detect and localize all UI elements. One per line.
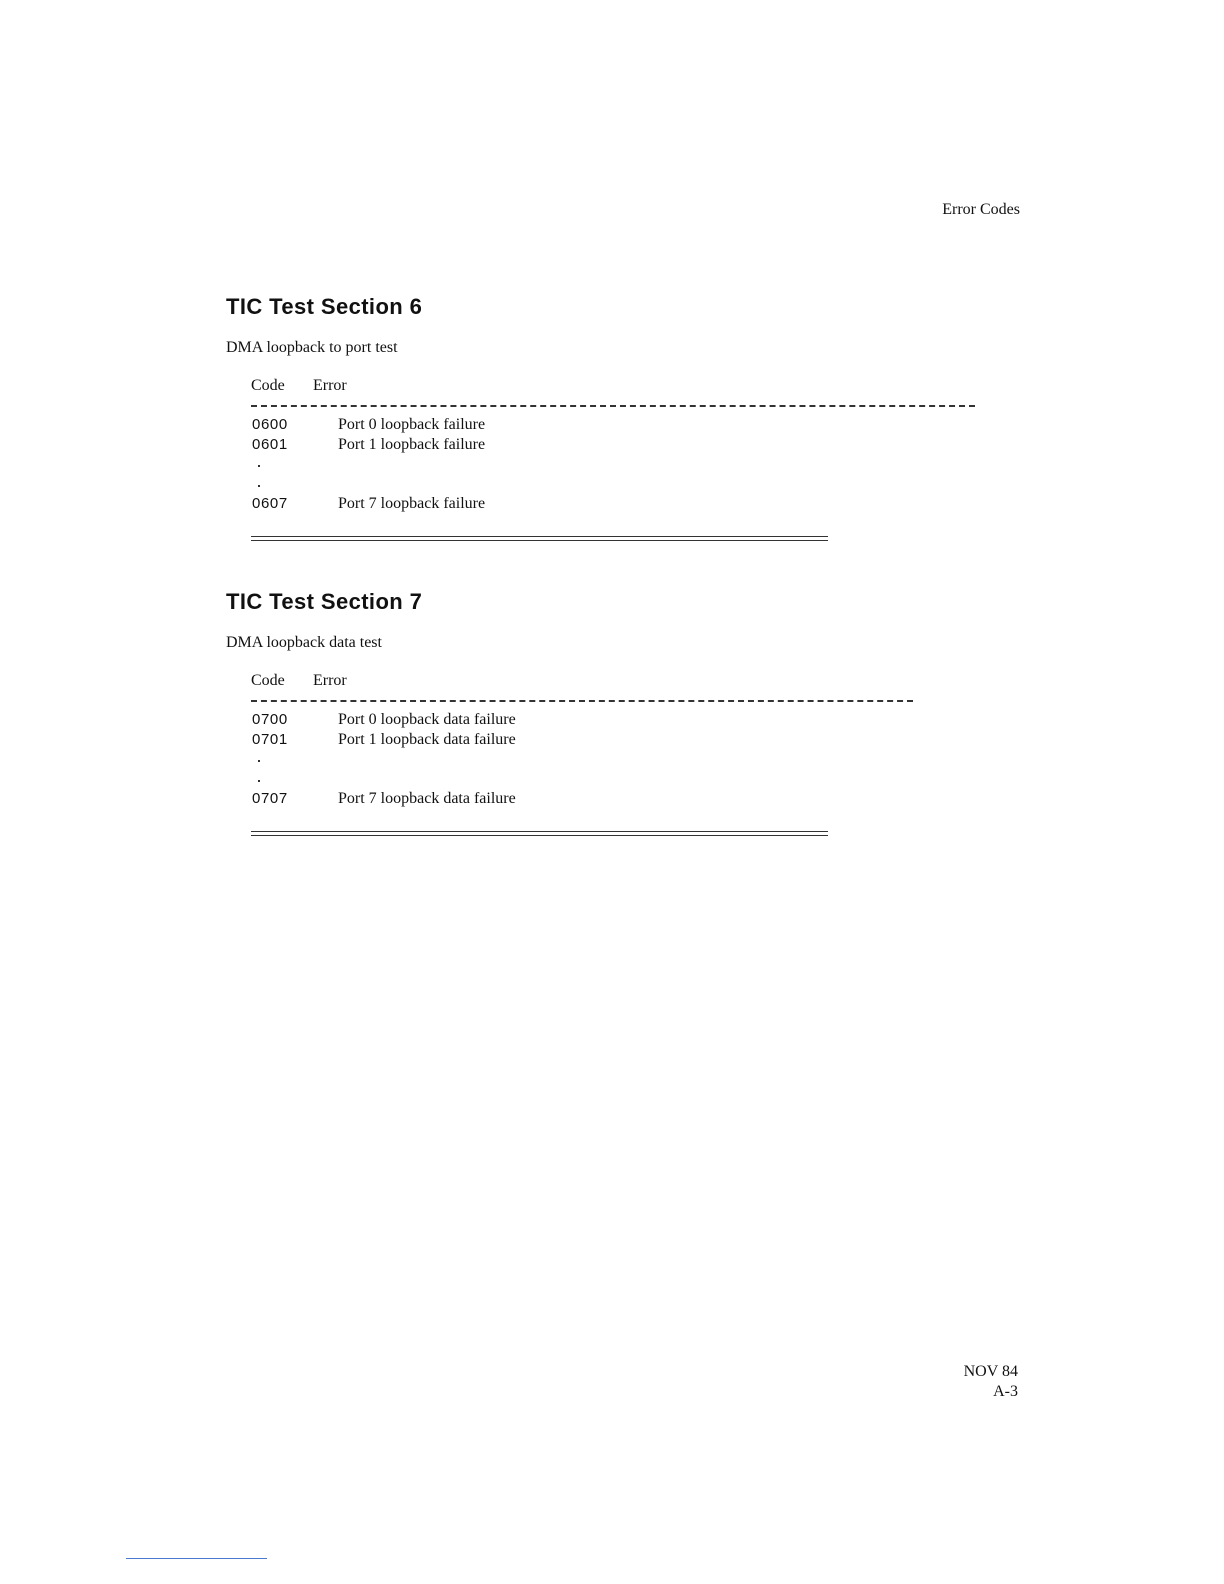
error-table — [251, 671, 1006, 836]
double-rule — [251, 831, 828, 836]
error-code: 0601 — [252, 436, 288, 453]
dot — [258, 465, 260, 467]
ellipsis-dots — [251, 455, 1006, 494]
section-description: DMA loopback to port test — [226, 339, 398, 356]
table-row — [251, 435, 1006, 455]
error-code: 0607 — [252, 495, 288, 512]
dashed-rule — [251, 405, 975, 407]
dot — [258, 760, 260, 762]
dot — [258, 780, 260, 782]
error-code: 0707 — [252, 790, 288, 807]
error-code: 0600 — [252, 416, 288, 433]
column-header-error: Error — [313, 377, 347, 394]
table-row — [251, 494, 1006, 514]
table-row — [251, 789, 1006, 809]
dot — [258, 485, 260, 487]
error-code: 0701 — [252, 731, 288, 748]
column-header-code: Code — [251, 672, 285, 689]
section-title: TIC Test Section 7 — [226, 589, 423, 614]
error-table — [251, 376, 1006, 541]
column-header-error: Error — [313, 672, 347, 689]
running-head: Error Codes — [942, 201, 1020, 218]
section-title: TIC Test Section 6 — [226, 294, 423, 319]
error-text: Port 0 loopback data failure — [338, 711, 516, 728]
link-underline — [126, 1558, 267, 1559]
footer-page-number: A-3 — [993, 1383, 1018, 1400]
dashed-rule — [251, 700, 913, 702]
section-description: DMA loopback data test — [226, 634, 382, 651]
error-text: Port 1 loopback data failure — [338, 731, 516, 748]
error-text: Port 7 loopback data failure — [338, 790, 516, 807]
table-row — [251, 710, 1006, 730]
section-7 — [226, 589, 1006, 836]
error-code: 0700 — [252, 711, 288, 728]
footer-date: NOV 84 — [963, 1363, 1018, 1380]
error-text: Port 1 loopback failure — [338, 436, 486, 453]
table-row — [251, 415, 1006, 435]
table-row — [251, 730, 1006, 750]
section-6 — [226, 294, 1006, 541]
table-header — [251, 376, 1006, 396]
error-text: Port 7 loopback failure — [338, 495, 486, 512]
column-header-code: Code — [251, 377, 285, 394]
table-header — [251, 671, 1006, 691]
ellipsis-dots — [251, 750, 1006, 789]
error-text: Port 0 loopback failure — [338, 416, 486, 433]
double-rule — [251, 536, 828, 541]
